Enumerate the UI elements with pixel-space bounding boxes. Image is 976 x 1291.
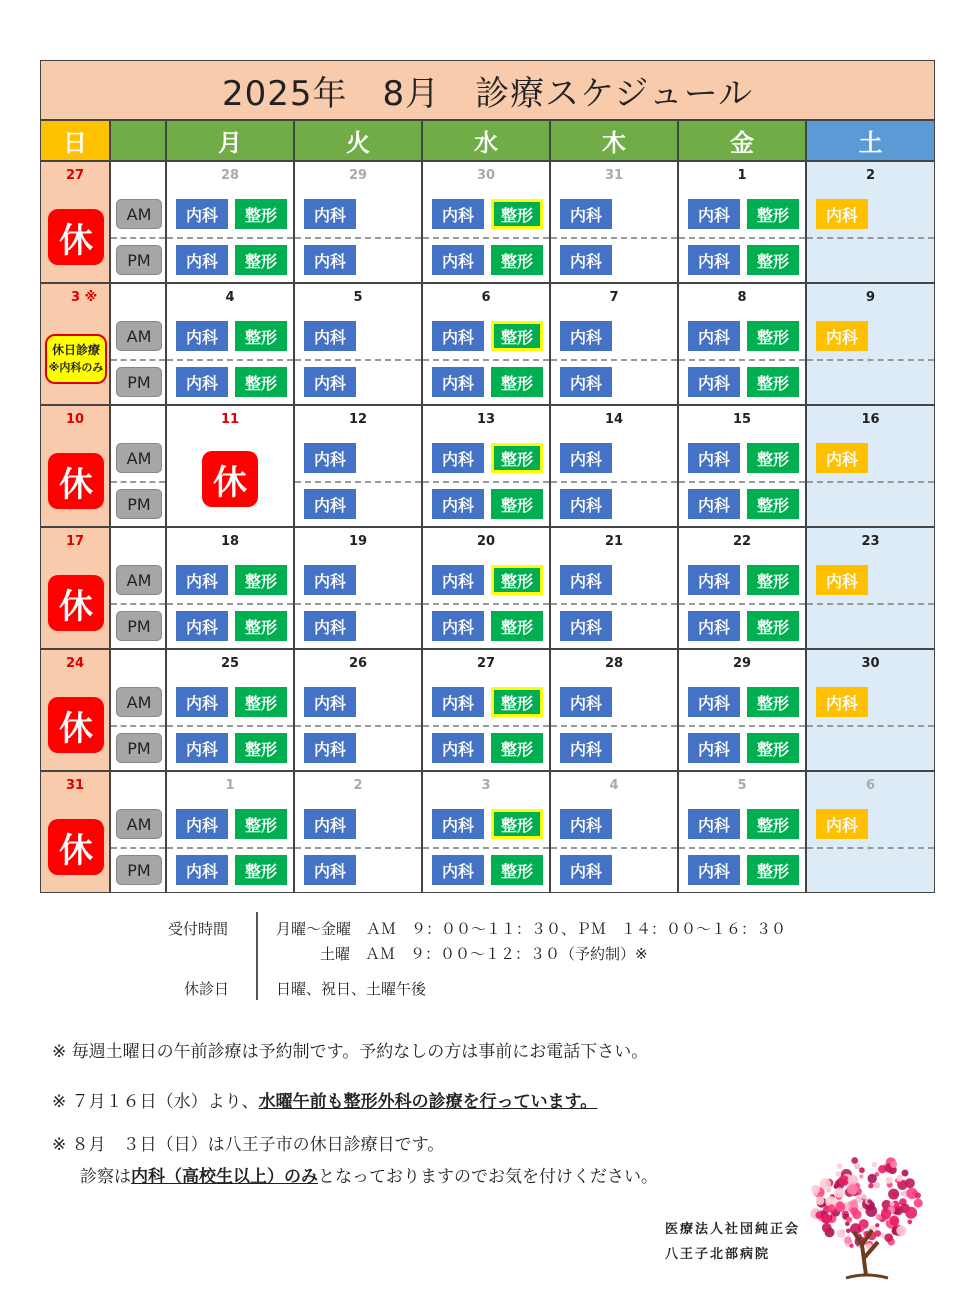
naika-tag: 内科 xyxy=(688,489,740,519)
naika-tag: 内科 xyxy=(560,855,612,885)
naika-tag: 内科 xyxy=(304,245,356,275)
naika-tag: 内科 xyxy=(816,565,868,595)
week-row xyxy=(40,283,935,405)
divider-dashed xyxy=(295,359,421,361)
day-cell xyxy=(550,161,678,283)
divider-dashed xyxy=(807,481,934,483)
naika-tag: 内科 xyxy=(304,611,356,641)
naika-tag: 内科 xyxy=(560,611,612,641)
day-number: 2 xyxy=(865,168,876,183)
seikei-tag: 整形 xyxy=(235,199,287,229)
ampm-cell xyxy=(110,161,166,283)
week-row xyxy=(40,771,935,893)
naika-tag: 内科 xyxy=(304,687,356,717)
naika-tag: 内科 xyxy=(560,565,612,595)
seikei-tag: 整形 xyxy=(235,809,287,839)
day-number: 20 xyxy=(476,534,496,549)
divider-dashed xyxy=(167,359,293,361)
day-cell xyxy=(806,283,935,405)
week-row xyxy=(40,649,935,771)
seikei-tag: 整形 xyxy=(491,809,543,839)
day-number: 10 xyxy=(65,412,85,427)
naika-tag: 内科 xyxy=(816,809,868,839)
ampm-cell xyxy=(110,771,166,893)
seikei-tag: 整形 xyxy=(747,855,799,885)
day-cell xyxy=(678,771,806,893)
week-row xyxy=(40,527,935,649)
week-row xyxy=(40,161,935,283)
divider-dashed xyxy=(111,237,165,239)
seikei-tag: 整形 xyxy=(747,809,799,839)
seikei-tag: 整形 xyxy=(491,489,543,519)
naika-tag: 内科 xyxy=(176,321,228,351)
naika-tag: 内科 xyxy=(304,199,356,229)
day-number: 15 xyxy=(732,412,752,427)
seikei-tag: 整形 xyxy=(491,443,543,473)
pm-label: PM xyxy=(116,733,162,763)
divider-dashed xyxy=(423,481,549,483)
divider-dashed xyxy=(167,725,293,727)
divider-dashed xyxy=(423,725,549,727)
naika-tag: 内科 xyxy=(176,367,228,397)
day-cell xyxy=(550,527,678,649)
closed-badge: 休 xyxy=(48,575,104,631)
reception-weekday: 月曜～金曜 ＡＭ ９：００～１１：３０、ＰＭ １４：００～１６：３０ xyxy=(276,920,787,938)
seikei-tag: 整形 xyxy=(747,733,799,763)
seikei-tag: 整形 xyxy=(747,443,799,473)
pm-label: PM xyxy=(116,489,162,519)
naika-tag: 内科 xyxy=(560,443,612,473)
am-label: AM xyxy=(116,687,162,717)
pm-label: PM xyxy=(116,367,162,397)
naika-tag: 内科 xyxy=(304,565,356,595)
day-cell xyxy=(550,649,678,771)
sunday-cell xyxy=(40,405,110,527)
day-number: 29 xyxy=(732,656,752,671)
pm-label: PM xyxy=(116,855,162,885)
divider-dashed xyxy=(167,847,293,849)
day-cell xyxy=(294,649,422,771)
day-number: 14 xyxy=(604,412,624,427)
naika-tag: 内科 xyxy=(432,809,484,839)
divider-dashed xyxy=(807,359,934,361)
day-number: 16 xyxy=(861,412,880,427)
closed-days-value: 日曜、祝日、土曜午後 xyxy=(276,980,427,998)
reception-label: 受付時間 xyxy=(168,920,229,938)
day-cell xyxy=(294,405,422,527)
sunday-cell xyxy=(40,771,110,893)
naika-tag: 内科 xyxy=(688,245,740,275)
seikei-tag: 整形 xyxy=(747,367,799,397)
day-cell xyxy=(294,771,422,893)
naika-tag: 内科 xyxy=(560,321,612,351)
naika-tag: 内科 xyxy=(176,855,228,885)
day-number: 8 xyxy=(737,290,747,305)
page-title: 2025年 8月 診療スケジュール xyxy=(40,60,935,120)
seikei-tag: 整形 xyxy=(235,733,287,763)
naika-tag: 内科 xyxy=(176,565,228,595)
divider-dashed xyxy=(167,237,293,239)
seikei-tag: 整形 xyxy=(491,367,543,397)
naika-tag: 内科 xyxy=(432,367,484,397)
seikei-tag: 整形 xyxy=(235,245,287,275)
divider-dashed xyxy=(423,237,549,239)
pm-label: PM xyxy=(116,245,162,275)
day-cell xyxy=(678,405,806,527)
divider-dashed xyxy=(551,847,677,849)
seikei-tag: 整形 xyxy=(491,687,543,717)
day-number: 13 xyxy=(476,412,496,427)
naika-tag: 内科 xyxy=(816,321,868,351)
day-cell xyxy=(166,771,294,893)
day-number: 5 xyxy=(353,290,363,305)
day-number: 2 xyxy=(353,778,363,793)
closed-days-label: 休診日 xyxy=(184,980,230,998)
note-wednesday-text: ※ ７月１６日（水）より、 xyxy=(52,1092,259,1112)
naika-tag: 内科 xyxy=(688,321,740,351)
day-number: 25 xyxy=(220,656,240,671)
day-cell xyxy=(678,527,806,649)
seikei-tag: 整形 xyxy=(747,611,799,641)
divider-dashed xyxy=(111,481,165,483)
naika-tag: 内科 xyxy=(816,199,868,229)
naika-tag: 内科 xyxy=(560,809,612,839)
am-label: AM xyxy=(116,809,162,839)
divider-dashed xyxy=(551,481,677,483)
tree-logo xyxy=(806,1150,926,1285)
day-cell xyxy=(422,283,550,405)
naika-tag: 内科 xyxy=(432,245,484,275)
day-cell xyxy=(550,283,678,405)
divider-dashed xyxy=(111,847,165,849)
day-cell xyxy=(678,161,806,283)
day-number: 1 xyxy=(225,778,235,793)
naika-tag: 内科 xyxy=(432,199,484,229)
naika-tag: 内科 xyxy=(688,855,740,885)
naika-tag: 内科 xyxy=(304,809,356,839)
divider-dashed xyxy=(423,847,549,849)
sunday-cell xyxy=(40,161,110,283)
day-number: 4 xyxy=(225,290,235,305)
closed-badge: 休 xyxy=(48,209,104,265)
naika-tag: 内科 xyxy=(176,245,228,275)
divider-dashed xyxy=(679,359,805,361)
divider-dashed xyxy=(679,481,805,483)
naika-tag: 内科 xyxy=(304,367,356,397)
day-number: 21 xyxy=(604,534,624,549)
naika-tag: 内科 xyxy=(432,611,484,641)
closed-badge: 休 xyxy=(48,697,104,753)
naika-tag: 内科 xyxy=(176,809,228,839)
naika-tag: 内科 xyxy=(688,809,740,839)
day-number: 28 xyxy=(220,168,240,183)
divider-dashed xyxy=(295,847,421,849)
day-cell xyxy=(166,161,294,283)
day-number: 18 xyxy=(220,534,240,549)
naika-tag: 内科 xyxy=(176,733,228,763)
day-number: 5 xyxy=(737,778,747,793)
holiday-clinic-label: 休日診療 xyxy=(51,343,100,357)
seikei-tag: 整形 xyxy=(747,565,799,595)
ampm-cell xyxy=(110,527,166,649)
ampm-cell xyxy=(110,405,166,527)
divider-dashed xyxy=(807,237,934,239)
day-number: 1 xyxy=(737,168,747,183)
day-number: 4 xyxy=(609,778,619,793)
divider-dashed xyxy=(295,237,421,239)
day-cell xyxy=(422,649,550,771)
day-number: 27 xyxy=(65,168,85,183)
seikei-tag: 整形 xyxy=(747,199,799,229)
day-cell xyxy=(422,771,550,893)
note-wednesday xyxy=(52,1087,597,1112)
week-row xyxy=(40,405,935,527)
seikei-tag: 整形 xyxy=(491,733,543,763)
seikei-tag: 整形 xyxy=(491,855,543,885)
day-cell xyxy=(678,649,806,771)
naika-tag: 内科 xyxy=(560,489,612,519)
naika-tag: 内科 xyxy=(688,611,740,641)
naika-tag: 内科 xyxy=(304,443,356,473)
naika-tag: 内科 xyxy=(304,489,356,519)
divider-dashed xyxy=(807,725,934,727)
day-cell xyxy=(166,405,294,527)
header-day-5: 木 xyxy=(550,120,678,161)
sunday-cell xyxy=(40,527,110,649)
day-number: 17 xyxy=(65,534,85,549)
day-cell xyxy=(294,161,422,283)
day-number: 6 xyxy=(865,778,876,793)
day-number: 12 xyxy=(348,412,368,427)
header-day-7: 土 xyxy=(806,120,935,161)
day-cell xyxy=(166,283,294,405)
ampm-cell xyxy=(110,649,166,771)
day-cell xyxy=(806,527,935,649)
seikei-tag: 整形 xyxy=(491,321,543,351)
day-number: 28 xyxy=(604,656,624,671)
divider-dashed xyxy=(295,603,421,605)
seikei-tag: 整形 xyxy=(491,565,543,595)
header-day-0: 日 xyxy=(40,120,110,161)
naika-tag: 内科 xyxy=(304,321,356,351)
day-number: 24 xyxy=(65,656,85,671)
seikei-tag: 整形 xyxy=(747,687,799,717)
divider-dashed xyxy=(679,603,805,605)
naika-tag: 内科 xyxy=(560,199,612,229)
day-number: 19 xyxy=(348,534,368,549)
day-cell xyxy=(166,527,294,649)
day-cell xyxy=(806,405,935,527)
seikei-tag: 整形 xyxy=(235,611,287,641)
naika-tag: 内科 xyxy=(432,687,484,717)
day-cell xyxy=(166,649,294,771)
day-number: 26 xyxy=(348,656,368,671)
day-number: 31 xyxy=(65,778,85,793)
day-number: 3 xyxy=(481,778,491,793)
seikei-tag: 整形 xyxy=(491,199,543,229)
header-ampm xyxy=(110,120,166,161)
divider-line xyxy=(256,912,258,1000)
divider-dashed xyxy=(423,603,549,605)
divider-dashed xyxy=(807,603,934,605)
seikei-tag: 整形 xyxy=(747,245,799,275)
divider-dashed xyxy=(111,359,165,361)
day-cell xyxy=(422,405,550,527)
am-label: AM xyxy=(116,321,162,351)
naika-tag: 内科 xyxy=(688,733,740,763)
day-number: 27 xyxy=(476,656,496,671)
reception-saturday: 土曜 ＡＭ ９：００～１２：３０（予約制）※ xyxy=(320,945,648,963)
header-day-3: 火 xyxy=(294,120,422,161)
seikei-tag: 整形 xyxy=(747,321,799,351)
seikei-tag: 整形 xyxy=(235,321,287,351)
day-number: 3 ※ xyxy=(71,290,98,305)
header-day-4: 水 xyxy=(422,120,550,161)
naika-tag: 内科 xyxy=(816,687,868,717)
naika-tag: 内科 xyxy=(560,367,612,397)
divider-dashed xyxy=(295,481,421,483)
header-day-2: 月 xyxy=(166,120,294,161)
divider-dashed xyxy=(679,725,805,727)
seikei-tag: 整形 xyxy=(235,855,287,885)
day-number: 30 xyxy=(861,656,880,671)
day-number: 23 xyxy=(861,534,880,549)
naika-tag: 内科 xyxy=(432,565,484,595)
note-holiday-text: 診察は xyxy=(80,1167,131,1187)
naika-tag: 内科 xyxy=(432,443,484,473)
note-holiday-text-end: となっておりますのでお気を付けください。 xyxy=(318,1167,658,1187)
divider-dashed xyxy=(679,237,805,239)
seikei-tag: 整形 xyxy=(747,489,799,519)
divider-dashed xyxy=(423,359,549,361)
day-cell xyxy=(806,649,935,771)
naika-tag: 内科 xyxy=(688,443,740,473)
naika-tag: 内科 xyxy=(176,687,228,717)
sunday-cell xyxy=(40,649,110,771)
divider-dashed xyxy=(111,603,165,605)
naika-tag: 内科 xyxy=(176,611,228,641)
naika-tag: 内科 xyxy=(432,855,484,885)
am-label: AM xyxy=(116,199,162,229)
day-number: 7 xyxy=(609,290,619,305)
hospital-name: 八王子北部病院 xyxy=(665,1247,771,1262)
naika-tag: 内科 xyxy=(560,687,612,717)
note-holiday-detail xyxy=(80,1162,658,1187)
am-label: AM xyxy=(116,443,162,473)
day-cell xyxy=(294,527,422,649)
org-name: 医療法人社団純正会 xyxy=(665,1222,801,1237)
note-saturday-reservation: ※ 毎週土曜日の午前診療は予約制です。予約なしの方は事前にお電話下さい。 xyxy=(52,1042,649,1062)
note-holiday: ※ ８月 ３日（日）は八王子市の休日診療日です。 xyxy=(52,1135,445,1155)
seikei-tag: 整形 xyxy=(491,611,543,641)
divider-dashed xyxy=(551,237,677,239)
note-holiday-emphasis: 内科（高校生以上）のみ xyxy=(131,1167,318,1187)
naika-tag: 内科 xyxy=(560,733,612,763)
naika-tag: 内科 xyxy=(688,687,740,717)
note-wednesday-emphasis: 水曜午前も整形外科の診療を行っています。 xyxy=(258,1092,598,1112)
divider-dashed xyxy=(111,725,165,727)
naika-tag: 内科 xyxy=(688,565,740,595)
day-number: 9 xyxy=(865,290,876,305)
naika-tag: 内科 xyxy=(432,489,484,519)
day-number: 22 xyxy=(732,534,752,549)
header-day-6: 金 xyxy=(678,120,806,161)
day-number: 11 xyxy=(220,412,240,427)
seikei-tag: 整形 xyxy=(235,687,287,717)
naika-tag: 内科 xyxy=(432,733,484,763)
seikei-tag: 整形 xyxy=(491,245,543,275)
am-label: AM xyxy=(116,565,162,595)
seikei-tag: 整形 xyxy=(235,565,287,595)
divider-dashed xyxy=(807,847,934,849)
naika-tag: 内科 xyxy=(560,245,612,275)
divider-dashed xyxy=(551,603,677,605)
naika-tag: 内科 xyxy=(304,733,356,763)
holiday-clinic-badge xyxy=(45,334,107,384)
naika-tag: 内科 xyxy=(688,367,740,397)
day-number: 31 xyxy=(604,168,624,183)
day-number: 6 xyxy=(481,290,491,305)
naika-tag: 内科 xyxy=(176,199,228,229)
divider-dashed xyxy=(551,359,677,361)
ampm-cell xyxy=(110,283,166,405)
day-cell xyxy=(294,283,422,405)
holiday-clinic-note: ※内科のみ xyxy=(48,361,104,374)
divider-dashed xyxy=(551,725,677,727)
day-cell xyxy=(678,283,806,405)
day-cell xyxy=(806,161,935,283)
day-number: 30 xyxy=(476,168,496,183)
closed-badge: 休 xyxy=(48,453,104,509)
seikei-tag: 整形 xyxy=(235,367,287,397)
day-cell xyxy=(806,771,935,893)
pm-label: PM xyxy=(116,611,162,641)
day-cell xyxy=(550,405,678,527)
naika-tag: 内科 xyxy=(816,443,868,473)
divider-dashed xyxy=(167,603,293,605)
day-cell xyxy=(422,527,550,649)
naika-tag: 内科 xyxy=(432,321,484,351)
divider-dashed xyxy=(679,847,805,849)
closed-badge: 休 xyxy=(202,451,258,507)
divider-dashed xyxy=(295,725,421,727)
closed-badge: 休 xyxy=(48,819,104,875)
naika-tag: 内科 xyxy=(688,199,740,229)
day-cell xyxy=(422,161,550,283)
naika-tag: 内科 xyxy=(304,855,356,885)
day-number: 29 xyxy=(348,168,368,183)
sunday-cell xyxy=(40,283,110,405)
day-cell xyxy=(550,771,678,893)
